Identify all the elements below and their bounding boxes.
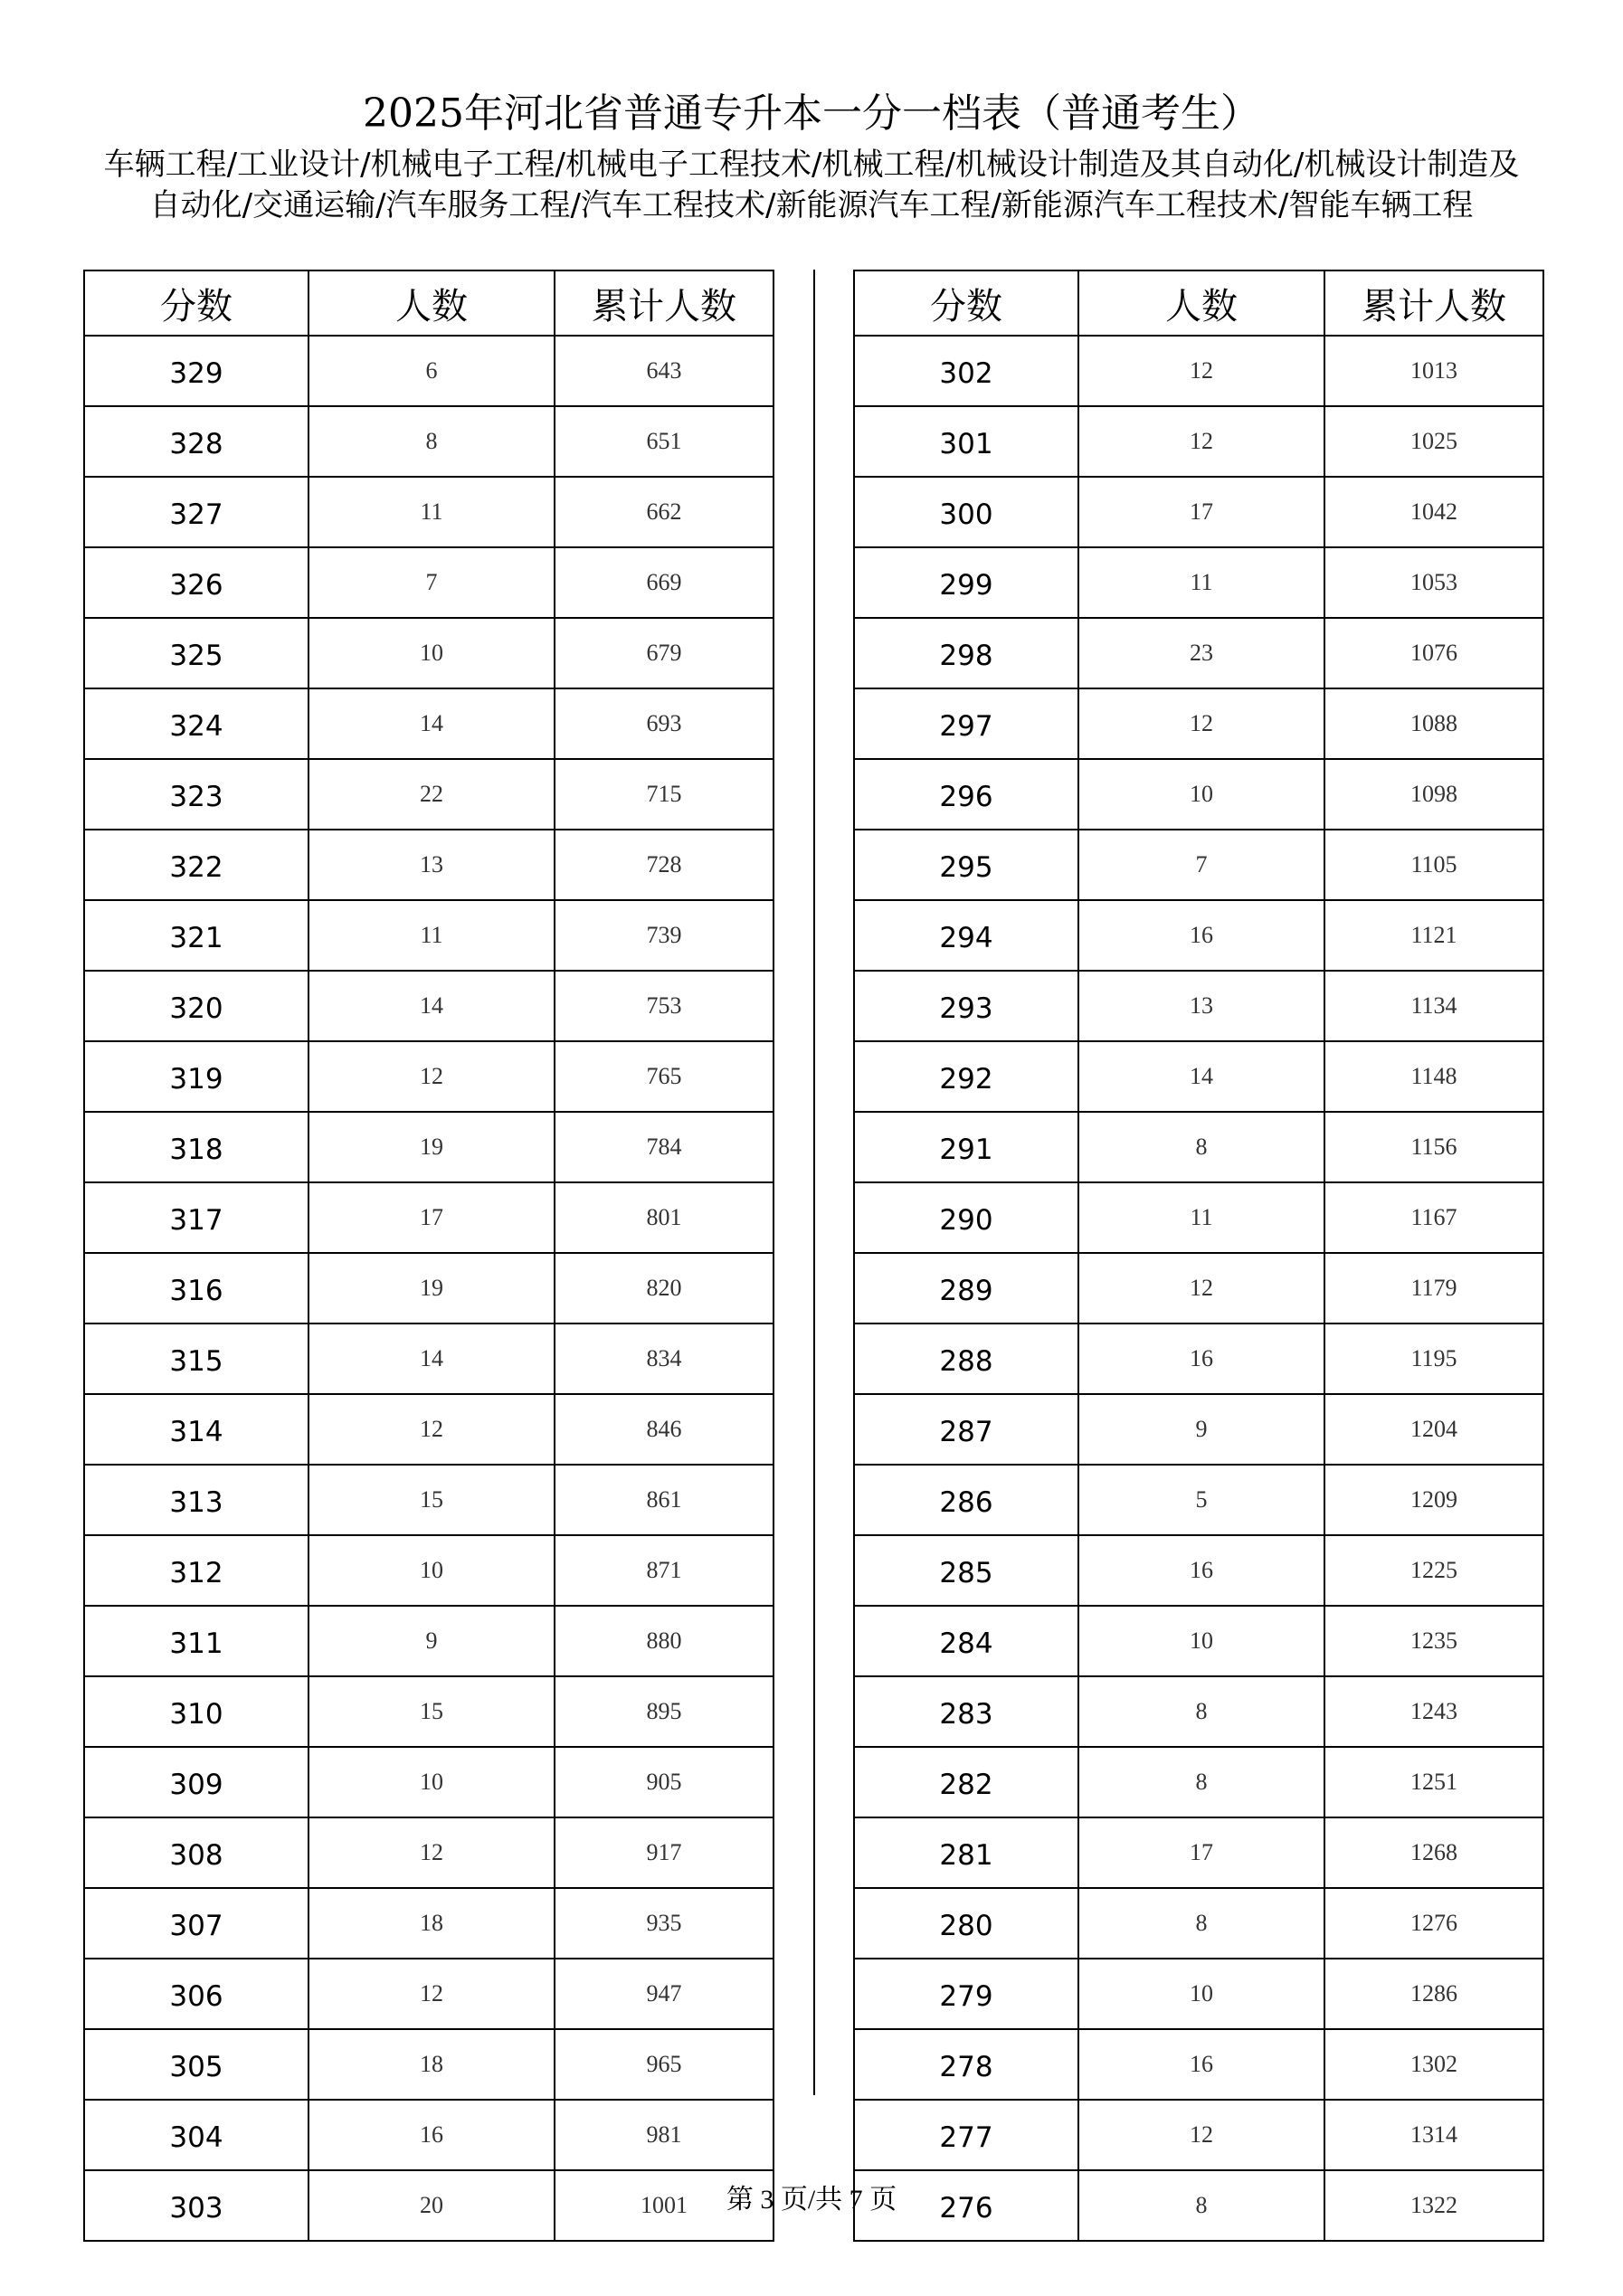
cumulative-cell: 1042 <box>1324 477 1543 547</box>
cumulative-cell: 1076 <box>1324 618 1543 688</box>
header-count: 人数 <box>1078 270 1324 336</box>
score-cell: 308 <box>84 1817 308 1888</box>
count-cell: 19 <box>308 1112 555 1182</box>
score-cell: 311 <box>84 1606 308 1676</box>
cumulative-cell: 669 <box>555 547 774 618</box>
cumulative-cell: 871 <box>555 1535 774 1606</box>
table-row <box>84 1112 774 1182</box>
cumulative-cell: 820 <box>555 1253 774 1324</box>
table-header-row <box>84 270 774 336</box>
cumulative-cell: 662 <box>555 477 774 547</box>
table-row <box>84 900 774 971</box>
score-cell: 301 <box>854 406 1078 477</box>
count-cell: 10 <box>1078 1606 1324 1676</box>
table-row <box>854 1747 1543 1817</box>
score-cell: 289 <box>854 1253 1078 1324</box>
header-count: 人数 <box>308 270 555 336</box>
table-row <box>84 406 774 477</box>
header-score: 分数 <box>84 270 308 336</box>
count-cell: 10 <box>1078 759 1324 830</box>
cumulative-cell: 846 <box>555 1394 774 1465</box>
score-cell: 279 <box>854 1959 1078 2029</box>
table-row <box>84 1465 774 1535</box>
cumulative-cell: 651 <box>555 406 774 477</box>
table-row <box>84 2029 774 2100</box>
cumulative-cell: 1268 <box>1324 1817 1543 1888</box>
count-cell: 18 <box>308 1888 555 1959</box>
cumulative-cell: 643 <box>555 336 774 406</box>
table-row <box>854 1817 1543 1888</box>
cumulative-cell: 1053 <box>1324 547 1543 618</box>
count-cell: 15 <box>308 1676 555 1747</box>
page-footer: 第 3 页/共 7 页 <box>726 2185 897 2215</box>
table-row <box>854 1112 1543 1182</box>
count-cell: 16 <box>1078 2029 1324 2100</box>
score-cell: 317 <box>84 1182 308 1253</box>
score-cell: 299 <box>854 547 1078 618</box>
cumulative-cell: 1235 <box>1324 1606 1543 1676</box>
cumulative-cell: 935 <box>555 1888 774 1959</box>
count-cell: 14 <box>308 688 555 759</box>
count-cell: 19 <box>308 1253 555 1324</box>
cumulative-cell: 1088 <box>1324 688 1543 759</box>
table-row <box>84 1535 774 1606</box>
count-cell: 11 <box>308 477 555 547</box>
table-row <box>854 688 1543 759</box>
cumulative-cell: 739 <box>555 900 774 971</box>
cumulative-cell: 1156 <box>1324 1112 1543 1182</box>
count-cell: 16 <box>1078 1535 1324 1606</box>
score-cell: 318 <box>84 1112 308 1182</box>
count-cell: 17 <box>308 1182 555 1253</box>
count-cell: 16 <box>308 2100 555 2170</box>
count-cell: 14 <box>1078 1041 1324 1112</box>
count-cell: 12 <box>308 1959 555 2029</box>
score-cell: 277 <box>854 2100 1078 2170</box>
count-cell: 12 <box>308 1394 555 1465</box>
cumulative-cell: 715 <box>555 759 774 830</box>
score-cell: 328 <box>84 406 308 477</box>
cumulative-cell: 1179 <box>1324 1253 1543 1324</box>
score-cell: 293 <box>854 971 1078 1041</box>
count-cell: 11 <box>1078 547 1324 618</box>
table-row <box>84 830 774 900</box>
table-row <box>84 971 774 1041</box>
score-cell: 302 <box>854 336 1078 406</box>
count-cell: 16 <box>1078 900 1324 971</box>
table-row <box>84 2100 774 2170</box>
count-cell: 8 <box>1078 1112 1324 1182</box>
score-cell: 312 <box>84 1535 308 1606</box>
score-cell: 287 <box>854 1394 1078 1465</box>
count-cell: 16 <box>1078 1324 1324 1394</box>
table-row <box>84 1888 774 1959</box>
table-row <box>84 1959 774 2029</box>
cumulative-cell: 895 <box>555 1676 774 1747</box>
count-cell: 8 <box>1078 1747 1324 1817</box>
score-cell: 286 <box>854 1465 1078 1535</box>
score-table-right <box>853 270 1544 2242</box>
table-row <box>84 618 774 688</box>
count-cell: 6 <box>308 336 555 406</box>
cumulative-cell: 1243 <box>1324 1676 1543 1747</box>
score-cell: 300 <box>854 477 1078 547</box>
table-row <box>84 1606 774 1676</box>
table-row <box>854 1324 1543 1394</box>
table-row <box>854 477 1543 547</box>
count-cell: 10 <box>308 618 555 688</box>
score-cell: 283 <box>854 1676 1078 1747</box>
score-cell: 288 <box>854 1324 1078 1394</box>
count-cell: 10 <box>308 1747 555 1817</box>
score-cell: 303 <box>84 2170 308 2241</box>
count-cell: 9 <box>1078 1394 1324 1465</box>
cumulative-cell: 1001 <box>555 2170 774 2241</box>
count-cell: 22 <box>308 759 555 830</box>
cumulative-cell: 1013 <box>1324 336 1543 406</box>
table-row <box>84 1747 774 1817</box>
count-cell: 14 <box>308 1324 555 1394</box>
score-cell: 321 <box>84 900 308 971</box>
count-cell: 9 <box>308 1606 555 1676</box>
cumulative-cell: 965 <box>555 2029 774 2100</box>
score-cell: 310 <box>84 1676 308 1747</box>
table-row <box>854 1959 1543 2029</box>
count-cell: 8 <box>1078 1888 1324 1959</box>
score-cell: 285 <box>854 1535 1078 1606</box>
count-cell: 7 <box>1078 830 1324 900</box>
count-cell: 12 <box>1078 2100 1324 2170</box>
page-title: 2025年河北省普通专升本一分一档表（普通考生） <box>363 90 1260 137</box>
cumulative-cell: 693 <box>555 688 774 759</box>
table-row <box>854 971 1543 1041</box>
score-cell: 305 <box>84 2029 308 2100</box>
score-cell: 297 <box>854 688 1078 759</box>
cumulative-cell: 1167 <box>1324 1182 1543 1253</box>
cumulative-cell: 1209 <box>1324 1465 1543 1535</box>
cumulative-cell: 1025 <box>1324 406 1543 477</box>
score-cell: 295 <box>854 830 1078 900</box>
cumulative-cell: 834 <box>555 1324 774 1394</box>
score-cell: 278 <box>854 2029 1078 2100</box>
score-cell: 320 <box>84 971 308 1041</box>
cumulative-cell: 1251 <box>1324 1747 1543 1817</box>
count-cell: 13 <box>1078 971 1324 1041</box>
count-cell: 14 <box>308 971 555 1041</box>
count-cell: 17 <box>1078 1817 1324 1888</box>
score-cell: 313 <box>84 1465 308 1535</box>
cumulative-cell: 1302 <box>1324 2029 1543 2100</box>
count-cell: 10 <box>308 1535 555 1606</box>
score-cell: 298 <box>854 618 1078 688</box>
table-row <box>854 547 1543 618</box>
column-divider <box>813 270 815 2095</box>
count-cell: 12 <box>1078 406 1324 477</box>
count-cell: 13 <box>308 830 555 900</box>
table-row <box>84 1253 774 1324</box>
cumulative-cell: 753 <box>555 971 774 1041</box>
table-row <box>854 1182 1543 1253</box>
score-cell: 319 <box>84 1041 308 1112</box>
table-row <box>84 1041 774 1112</box>
count-cell: 12 <box>308 1041 555 1112</box>
table-row <box>854 1888 1543 1959</box>
score-cell: 294 <box>854 900 1078 971</box>
table-row <box>854 1253 1543 1324</box>
count-cell: 7 <box>308 547 555 618</box>
table-row <box>84 1182 774 1253</box>
header-score: 分数 <box>854 270 1078 336</box>
score-cell: 291 <box>854 1112 1078 1182</box>
count-cell: 18 <box>308 2029 555 2100</box>
count-cell: 12 <box>1078 1253 1324 1324</box>
count-cell: 8 <box>1078 2170 1324 2241</box>
table-row <box>854 1535 1543 1606</box>
score-cell: 309 <box>84 1747 308 1817</box>
cumulative-cell: 801 <box>555 1182 774 1253</box>
table-row <box>854 759 1543 830</box>
score-cell: 276 <box>854 2170 1078 2241</box>
count-cell: 23 <box>1078 618 1324 688</box>
cumulative-cell: 1134 <box>1324 971 1543 1041</box>
score-cell: 292 <box>854 1041 1078 1112</box>
cumulative-cell: 1276 <box>1324 1888 1543 1959</box>
cumulative-cell: 679 <box>555 618 774 688</box>
cumulative-cell: 1225 <box>1324 1535 1543 1606</box>
table-header-row <box>854 270 1543 336</box>
table-row <box>84 1324 774 1394</box>
count-cell: 8 <box>308 406 555 477</box>
table-row <box>84 1817 774 1888</box>
cumulative-cell: 784 <box>555 1112 774 1182</box>
count-cell: 11 <box>308 900 555 971</box>
cumulative-cell: 861 <box>555 1465 774 1535</box>
cumulative-cell: 1098 <box>1324 759 1543 830</box>
table-row <box>854 1465 1543 1535</box>
cumulative-cell: 1105 <box>1324 830 1543 900</box>
major-list-subtitle: 车辆工程/工业设计/机械电子工程/机械电子工程技术/机械工程/机械设计制造及其自动化/机械设计制造及自动化/交通运输/汽车服务工程/汽车工程技术/新能源汽车工程/新能源汽车工程技术/智能车辆工程 <box>103 147 1520 223</box>
table-row <box>854 1394 1543 1465</box>
cumulative-cell: 1314 <box>1324 2100 1543 2170</box>
cumulative-cell: 1286 <box>1324 1959 1543 2029</box>
table-row <box>854 1606 1543 1676</box>
table-row <box>854 900 1543 971</box>
score-cell: 296 <box>854 759 1078 830</box>
table-row <box>84 1394 774 1465</box>
table-row <box>84 477 774 547</box>
score-cell: 324 <box>84 688 308 759</box>
score-cell: 327 <box>84 477 308 547</box>
cumulative-cell: 981 <box>555 2100 774 2170</box>
score-cell: 284 <box>854 1606 1078 1676</box>
score-cell: 322 <box>84 830 308 900</box>
count-cell: 12 <box>1078 336 1324 406</box>
count-cell: 12 <box>308 1817 555 1888</box>
score-cell: 314 <box>84 1394 308 1465</box>
cumulative-cell: 1322 <box>1324 2170 1543 2241</box>
score-table-left <box>83 270 774 2242</box>
cumulative-cell: 765 <box>555 1041 774 1112</box>
table-row <box>84 547 774 618</box>
cumulative-cell: 880 <box>555 1606 774 1676</box>
score-cell: 290 <box>854 1182 1078 1253</box>
cumulative-cell: 1204 <box>1324 1394 1543 1465</box>
count-cell: 20 <box>308 2170 555 2241</box>
table-row <box>854 618 1543 688</box>
cumulative-cell: 905 <box>555 1747 774 1817</box>
score-cell: 315 <box>84 1324 308 1394</box>
score-cell: 282 <box>854 1747 1078 1817</box>
cumulative-cell: 1195 <box>1324 1324 1543 1394</box>
table-row <box>854 1676 1543 1747</box>
table-row <box>854 830 1543 900</box>
cumulative-cell: 947 <box>555 1959 774 2029</box>
score-cell: 325 <box>84 618 308 688</box>
table-row <box>854 2029 1543 2100</box>
count-cell: 12 <box>1078 688 1324 759</box>
table-row <box>854 2100 1543 2170</box>
cumulative-cell: 917 <box>555 1817 774 1888</box>
score-cell: 323 <box>84 759 308 830</box>
table-row <box>854 406 1543 477</box>
cumulative-cell: 1121 <box>1324 900 1543 971</box>
score-cell: 281 <box>854 1817 1078 1888</box>
score-cell: 329 <box>84 336 308 406</box>
score-cell: 307 <box>84 1888 308 1959</box>
table-row <box>84 1676 774 1747</box>
score-cell: 280 <box>854 1888 1078 1959</box>
table-row <box>854 1041 1543 1112</box>
count-cell: 15 <box>308 1465 555 1535</box>
score-cell: 304 <box>84 2100 308 2170</box>
cumulative-cell: 1148 <box>1324 1041 1543 1112</box>
table-row <box>84 336 774 406</box>
count-cell: 17 <box>1078 477 1324 547</box>
table-row <box>84 688 774 759</box>
count-cell: 5 <box>1078 1465 1324 1535</box>
table-row <box>84 759 774 830</box>
count-cell: 10 <box>1078 1959 1324 2029</box>
table-row <box>854 336 1543 406</box>
count-cell: 11 <box>1078 1182 1324 1253</box>
header-cumulative: 累计人数 <box>1324 270 1543 336</box>
cumulative-cell: 728 <box>555 830 774 900</box>
score-cell: 316 <box>84 1253 308 1324</box>
score-cell: 306 <box>84 1959 308 2029</box>
score-cell: 326 <box>84 547 308 618</box>
header-cumulative: 累计人数 <box>555 270 774 336</box>
count-cell: 8 <box>1078 1676 1324 1747</box>
